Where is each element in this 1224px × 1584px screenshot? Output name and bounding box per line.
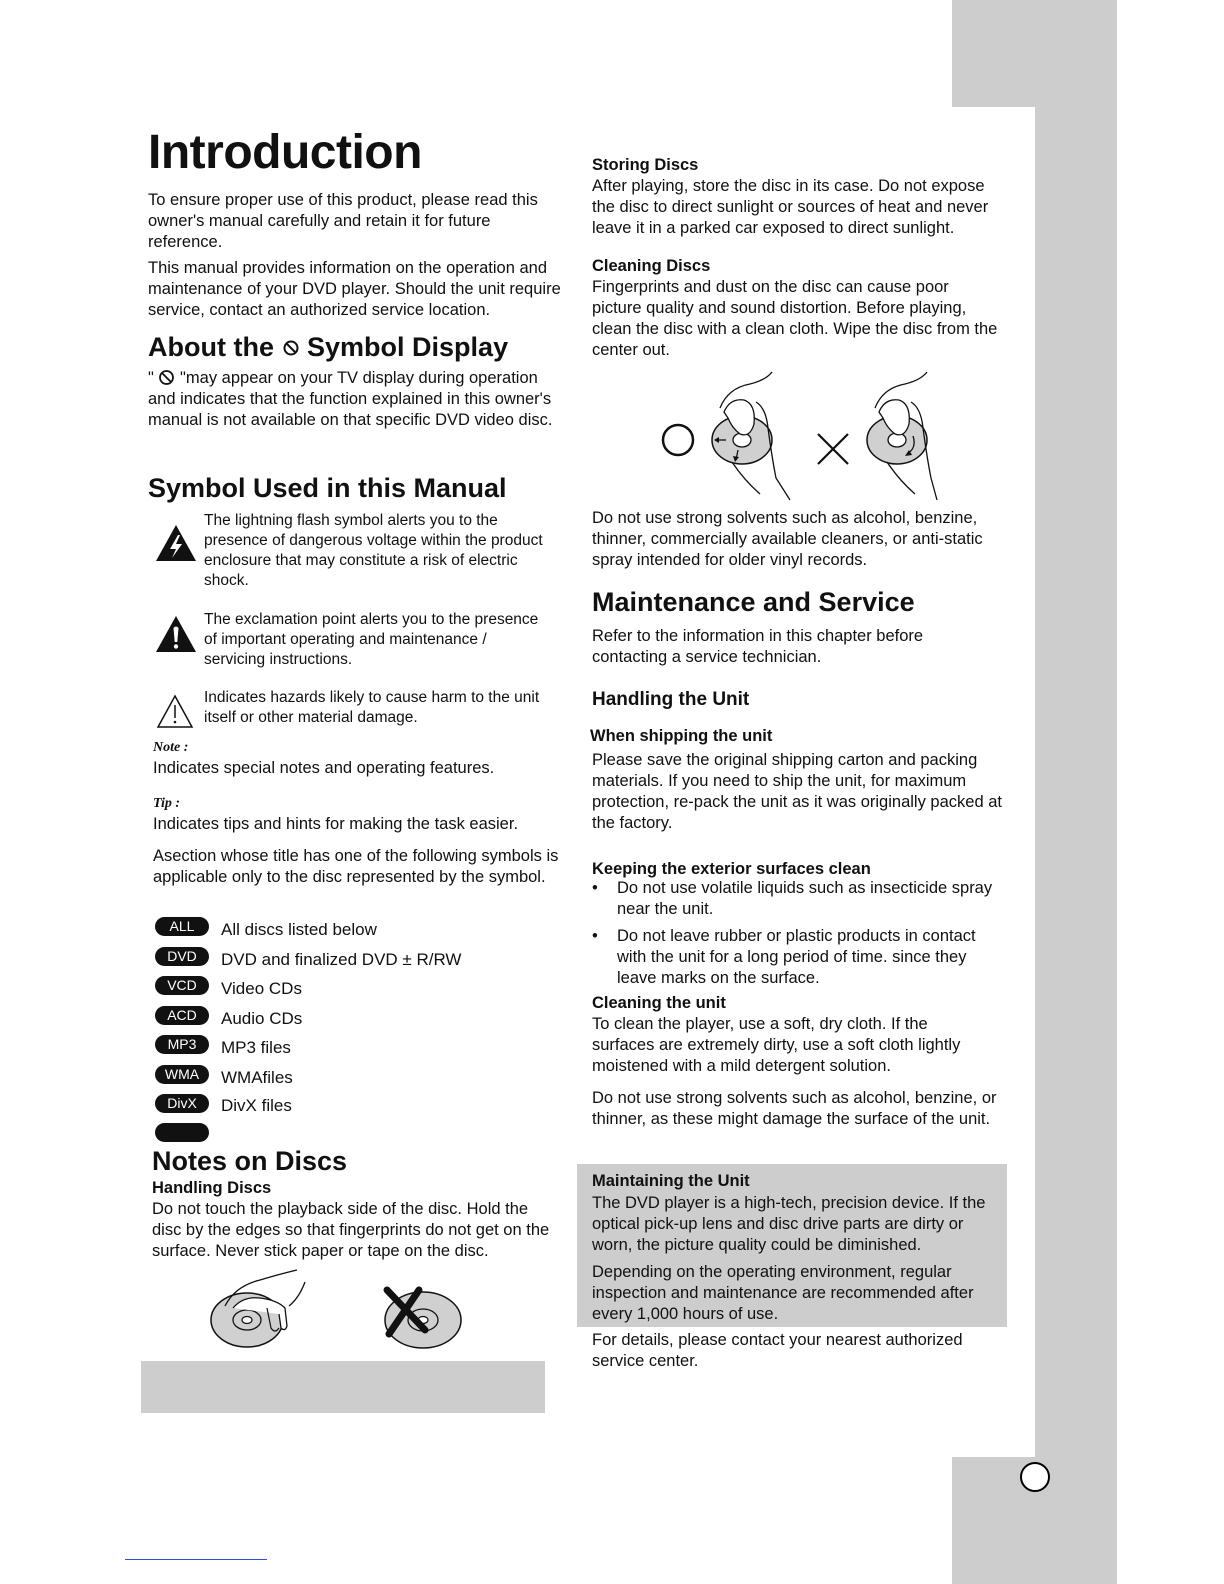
disc-cleaning-correct-illustration: [710, 368, 800, 503]
bullet-dot: •: [592, 879, 598, 897]
footer-rule: [125, 1559, 267, 1560]
exterior-bullet-1-text: Do not use volatile liquids such as insecticide spray near the unit.: [617, 879, 993, 918]
badge-divx-label: DivX files: [221, 1096, 292, 1115]
cleaning-unit-heading: Cleaning the unit: [592, 994, 726, 1012]
intro-paragraph-1: To ensure proper use of this product, please read this owner's manual carefully and retain it for future reference.: [148, 191, 538, 251]
caution-outline-icon: [156, 694, 194, 730]
about-symbol-heading: [148, 332, 508, 362]
about-symbol-text: [148, 368, 563, 431]
handling-discs-text: Do not touch the playback side of the disc. Hold the disc by the edges so that fingerprints do not get on the surface. Never stick paper or tape on the disc.: [152, 1200, 550, 1260]
storing-discs-text: After playing, store the disc in its case. Do not expose the disc to direct sunlight or sources of heat and never leave it in a parked car exposed to direct sunlight.: [592, 177, 989, 237]
symbol-heading: Symbol Used in this Manual: [148, 473, 507, 503]
about-heading-suffix: Symbol Display: [307, 332, 509, 362]
correct-mark-icon: [660, 422, 696, 458]
hazard-text: Indicates hazards likely to cause harm to the unit itself or other material damage.: [204, 689, 540, 726]
disc-section-text: Asection whose title has one of the following symbols is applicable only to the disc represented by the symbol.: [153, 847, 559, 886]
shipping-heading: When shipping the unit: [590, 727, 773, 745]
badge-wma: WMA: [155, 1065, 209, 1084]
page-title: Introduction: [148, 126, 422, 179]
cleaning-unit-text: To clean the player, use a soft, dry cloth. If the surfaces are extremely dirty, use a soft cloth lightly moistened with a mild detergent solution.: [592, 1015, 961, 1075]
prohibited-icon: [158, 369, 175, 386]
shipping-text: Please save the original shipping carton and packing materials. If you need to ship the unit, for maximum protection, re-pack the unit as it was originally packed at the factory.: [592, 751, 1002, 832]
left-footer-box: [141, 1361, 545, 1413]
cleaning-unit-text-2: Do not use strong solvents such as alcohol, benzine, or thinner, as these might damage the surface of the unit.: [592, 1089, 997, 1128]
handling-unit-heading: Handling the Unit: [592, 689, 750, 710]
about-heading-prefix: About the: [148, 332, 274, 362]
badge-acd-label: Audio CDs: [221, 1009, 303, 1028]
exterior-bullet-2-text: Do not leave rubber or plastic products in contact with the unit for a long period of time. since they leave marks on the surface.: [617, 927, 976, 987]
note-label: Note :: [153, 740, 189, 755]
maintaining-unit-text-2: Depending on the operating environment, regular inspection and maintenance are recommended after every 1,000 hours of use.: [592, 1263, 974, 1323]
badge-dvd-label: DVD and finalized DVD ± R/RW: [221, 950, 462, 969]
badge-vcd: VCD: [155, 976, 209, 995]
about-open-quote: ": [148, 369, 154, 387]
handling-discs-heading: Handling Discs: [152, 1179, 272, 1197]
bullet-dot: •: [592, 927, 598, 945]
page-number-circle: [1020, 1462, 1050, 1492]
side-tab-top: [952, 0, 1035, 107]
storing-discs-heading: Storing Discs: [592, 156, 699, 174]
lightning-text: The lightning flash symbol alerts you to the presence of dangerous voltage within the product enclosure that may constitute a risk of electric shock.: [204, 512, 543, 589]
maintaining-unit-heading: Maintaining the Unit: [592, 1172, 750, 1190]
details-text: For details, please contact your nearest authorized service center.: [592, 1331, 963, 1370]
maintenance-text: Refer to the information in this chapter before contacting a service technician.: [592, 627, 924, 666]
exclamation-text: The exclamation point alerts you to the presence of important operating and maintenance / servicing instructions.: [204, 611, 539, 668]
exclamation-warning-icon: [154, 614, 198, 654]
exterior-bullet-2: [592, 926, 1002, 989]
badge-all-label: All discs listed below: [221, 920, 377, 939]
note-text: Indicates special notes and operating features.: [153, 759, 495, 777]
disc-handling-correct-illustration: [205, 1268, 315, 1353]
tip-label: Tip :: [153, 796, 181, 811]
disc-handling-wrong-illustration: [375, 1280, 470, 1355]
disc-cleaning-wrong-illustration: [855, 368, 945, 503]
badge-wma-label: WMAfiles: [221, 1068, 293, 1087]
tip-text: Indicates tips and hints for making the task easier.: [153, 815, 519, 833]
badge-blank: [155, 1123, 209, 1142]
badge-acd: ACD: [155, 1006, 209, 1025]
badge-mp3: MP3: [155, 1035, 209, 1054]
side-bar: [1035, 0, 1117, 1584]
badge-dvd: DVD: [155, 947, 209, 966]
badge-vcd-label: Video CDs: [221, 979, 302, 998]
exterior-bullet-1: [592, 878, 1002, 920]
cleaning-discs-heading: Cleaning Discs: [592, 257, 711, 275]
prohibited-icon: [282, 339, 300, 357]
about-text-body: "may appear on your TV display during operation and indicates that the function explained in this owner's manual is not available on that specific DVD video disc.: [148, 369, 553, 429]
badge-all: ALL: [155, 917, 209, 936]
notes-on-discs-heading: Notes on Discs: [152, 1146, 348, 1176]
exterior-heading: Keeping the exterior surfaces clean: [592, 860, 871, 878]
solvents-text: Do not use strong solvents such as alcohol, benzine, thinner, commercially available cleaners, or anti-static spray intended for older vinyl records.: [592, 509, 983, 569]
maintenance-heading: Maintenance and Service: [592, 587, 915, 617]
lightning-warning-icon: [154, 523, 198, 563]
wrong-mark-icon: [814, 430, 852, 468]
maintaining-unit-text-1: The DVD player is a high-tech, precision device. If the optical pick-up lens and disc drive parts are dirty or worn, the picture quality could be diminished.: [592, 1194, 986, 1254]
cleaning-discs-text: Fingerprints and dust on the disc can cause poor picture quality and sound distortion. Before playing, clean the disc with a clean cloth. Wipe the disc from the center out.: [592, 278, 998, 359]
intro-paragraph-2: This manual provides information on the operation and maintenance of your DVD player. Should the unit require service, contact an authorized service location.: [148, 259, 561, 319]
badge-divx: DivX: [155, 1094, 209, 1113]
badge-mp3-label: MP3 files: [221, 1038, 291, 1057]
